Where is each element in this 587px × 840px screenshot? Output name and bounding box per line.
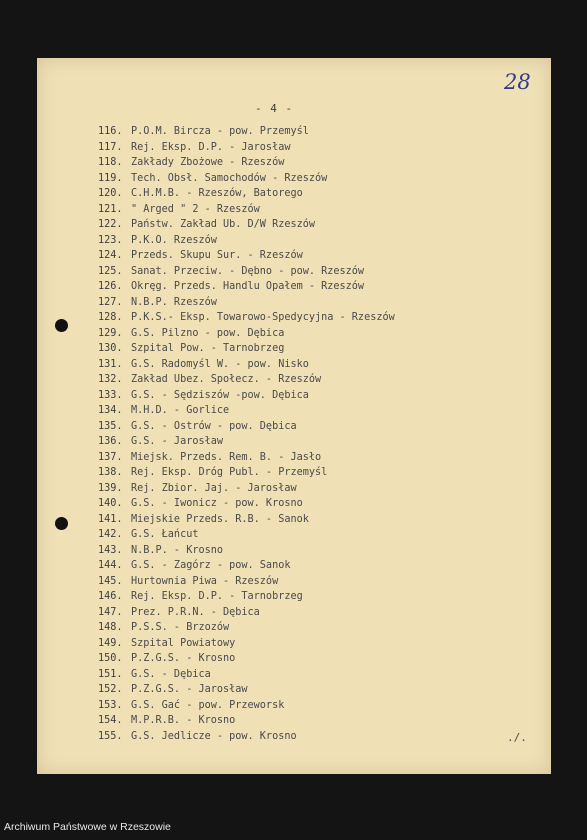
entry-text: Hurtownia Piwa - Rzeszów <box>131 575 279 587</box>
entry-text: P.Z.G.S. - Jarosław <box>131 684 248 695</box>
entry-number: 118. <box>98 157 123 168</box>
list-item <box>98 388 395 404</box>
list-item <box>98 558 395 574</box>
list-item <box>98 155 395 171</box>
entry-text: Rej. Zbior. Jaj. - Jarosław <box>131 482 297 494</box>
entry-number: 116. <box>98 126 123 137</box>
entry-number: 141. <box>98 513 123 525</box>
entry-text: G.S. Radomyśl W. - pow. Nisko <box>131 358 309 370</box>
entry-text: Miejsk. Przeds. Rem. B. - Jasło <box>131 451 322 463</box>
list-item <box>98 171 395 187</box>
entry-number: 148. <box>98 622 123 633</box>
entry-text: Rej. Eksp. Dróg Publ. - Przemyśl <box>131 467 328 478</box>
entry-number: 130. <box>98 343 123 354</box>
entry-number: 124. <box>98 250 123 261</box>
list-item <box>98 372 395 388</box>
entry-number: 146. <box>98 591 123 602</box>
entry-text: G.S. - Jarosław <box>131 436 224 447</box>
list-item <box>98 605 395 621</box>
list-item <box>98 450 395 466</box>
list-item <box>98 419 395 435</box>
entry-number: 122. <box>98 219 123 230</box>
punch-hole <box>55 517 68 530</box>
entry-number: 136. <box>98 436 123 447</box>
entry-text: Miejskie Przeds. R.B. - Sanok <box>131 513 309 525</box>
entry-number: 154. <box>98 715 123 726</box>
entry-number: 121. <box>98 203 123 215</box>
entry-number: 132. <box>98 374 123 385</box>
entry-number: 134. <box>98 405 123 416</box>
entry-text: Zakłady Zbożowe - Rzeszów <box>131 157 285 168</box>
entry-text: Tech. Obsł. Samochodów - Rzeszów <box>131 172 328 184</box>
entry-text: Rej. Eksp. D.P. - Tarnobrzeg <box>131 591 303 602</box>
entry-number: 137. <box>98 451 123 463</box>
entry-text: N.B.P. - Krosno <box>131 544 224 556</box>
entry-text: G.S. - Sędziszów -pow. Dębica <box>131 389 309 401</box>
entry-text: G.S. - Ostrów - pow. Dębica <box>131 420 297 432</box>
list-item <box>98 589 395 605</box>
list-item <box>98 403 395 419</box>
entry-text: G.S. - Zagórz - pow. Sanok <box>131 560 291 571</box>
archive-footer: Archiwum Państwowe w Rzeszowie <box>4 821 171 833</box>
entry-number: 133. <box>98 389 123 401</box>
list-item <box>98 543 395 559</box>
entry-number: 143. <box>98 544 123 556</box>
entry-text: P.Z.G.S. - Krosno <box>131 653 236 664</box>
punch-hole <box>55 319 68 332</box>
list-item <box>98 233 395 249</box>
document-page <box>37 58 551 774</box>
list-item <box>98 140 395 156</box>
entry-number: 140. <box>98 498 123 509</box>
entry-number: 127. <box>98 296 123 308</box>
entry-text: P.K.O. Rzeszów <box>131 234 217 246</box>
entry-text: G.S. Jedlicze - pow. Krosno <box>131 730 297 742</box>
entry-number: 145. <box>98 575 123 587</box>
entry-text: C.H.M.B. - Rzeszów, Batorego <box>131 188 303 199</box>
entry-number: 125. <box>98 265 123 277</box>
entry-text: G.S. - Dębica <box>131 668 211 680</box>
entry-text: Szpital Pow. - Tarnobrzeg <box>131 343 285 354</box>
entry-text: Zakład Ubez. Społecz. - Rzeszów <box>131 374 322 385</box>
list-item <box>98 279 395 295</box>
entry-number: 123. <box>98 234 123 246</box>
list-item <box>98 310 395 326</box>
entry-number: 129. <box>98 327 123 339</box>
entry-number: 139. <box>98 482 123 494</box>
entry-text: Rej. Eksp. D.P. - Jarosław <box>131 141 291 153</box>
entry-text: M.H.D. - Gorlice <box>131 405 230 416</box>
list-item <box>98 682 395 698</box>
entry-number: 149. <box>98 637 123 649</box>
entry-number: 152. <box>98 684 123 695</box>
list-item <box>98 434 395 450</box>
continuation-mark: ./. <box>507 731 527 744</box>
list-item <box>98 124 395 140</box>
list-item <box>98 217 395 233</box>
list-item <box>98 295 395 311</box>
list-item <box>98 651 395 667</box>
list-item <box>98 698 395 714</box>
entry-text: P.O.M. Bircza - pow. Przemyśl <box>131 126 309 137</box>
list-item <box>98 512 395 528</box>
list-item <box>98 620 395 636</box>
entry-number: 151. <box>98 668 123 680</box>
entry-text: G.S. Pilzno - pow. Dębica <box>131 327 285 339</box>
list-item <box>98 326 395 342</box>
list-item <box>98 357 395 373</box>
entry-text: G.S. - Iwonicz - pow. Krosno <box>131 498 303 509</box>
list-item <box>98 636 395 652</box>
list-item <box>98 574 395 590</box>
entry-number: 150. <box>98 653 123 664</box>
entry-text: Państw. Zakład Ub. D/W Rzeszów <box>131 219 316 230</box>
entry-number: 135. <box>98 420 123 432</box>
list-item <box>98 264 395 280</box>
list-item <box>98 248 395 264</box>
entry-number: 126. <box>98 281 123 292</box>
list-item <box>98 527 395 543</box>
entry-text: P.K.S.- Eksp. Towarowo-Spedycyjna - Rzeszów <box>131 312 395 323</box>
list-item <box>98 713 395 729</box>
entry-text: Sanat. Przeciw. - Dębno - pow. Rzeszów <box>131 265 365 277</box>
entry-number: 147. <box>98 606 123 618</box>
list-item <box>98 465 395 481</box>
entry-number: 120. <box>98 188 123 199</box>
page-number: - 4 - <box>255 102 294 115</box>
entry-text: N.B.P. Rzeszów <box>131 296 217 308</box>
entry-text: P.S.S. - Brzozów <box>131 622 230 633</box>
list-item <box>98 186 395 202</box>
entry-text: Prez. P.R.N. - Dębica <box>131 606 260 618</box>
entry-text: G.S. Gać - pow. Przeworsk <box>131 699 285 711</box>
entry-number: 144. <box>98 560 123 571</box>
list-item <box>98 341 395 357</box>
entry-text: Przeds. Skupu Sur. - Rzeszów <box>131 250 303 261</box>
folio-number: 28 <box>504 70 531 94</box>
institution-list <box>98 124 395 744</box>
entry-text: M.P.R.B. - Krosno <box>131 715 236 726</box>
entry-number: 131. <box>98 358 123 370</box>
list-item <box>98 667 395 683</box>
entry-text: G.S. Łańcut <box>131 529 199 540</box>
entry-text: Szpital Powiatowy <box>131 637 236 649</box>
list-item <box>98 202 395 218</box>
entry-number: 138. <box>98 467 123 478</box>
entry-number: 142. <box>98 529 123 540</box>
list-item <box>98 481 395 497</box>
entry-text: Okręg. Przeds. Handlu Opałem - Rzeszów <box>131 281 365 292</box>
list-item <box>98 496 395 512</box>
entry-number: 153. <box>98 699 123 711</box>
entry-number: 117. <box>98 141 123 153</box>
entry-number: 155. <box>98 730 123 742</box>
entry-text: " Arged " 2 - Rzeszów <box>131 203 260 215</box>
entry-number: 128. <box>98 312 123 323</box>
entry-number: 119. <box>98 172 123 184</box>
list-item <box>98 729 395 745</box>
